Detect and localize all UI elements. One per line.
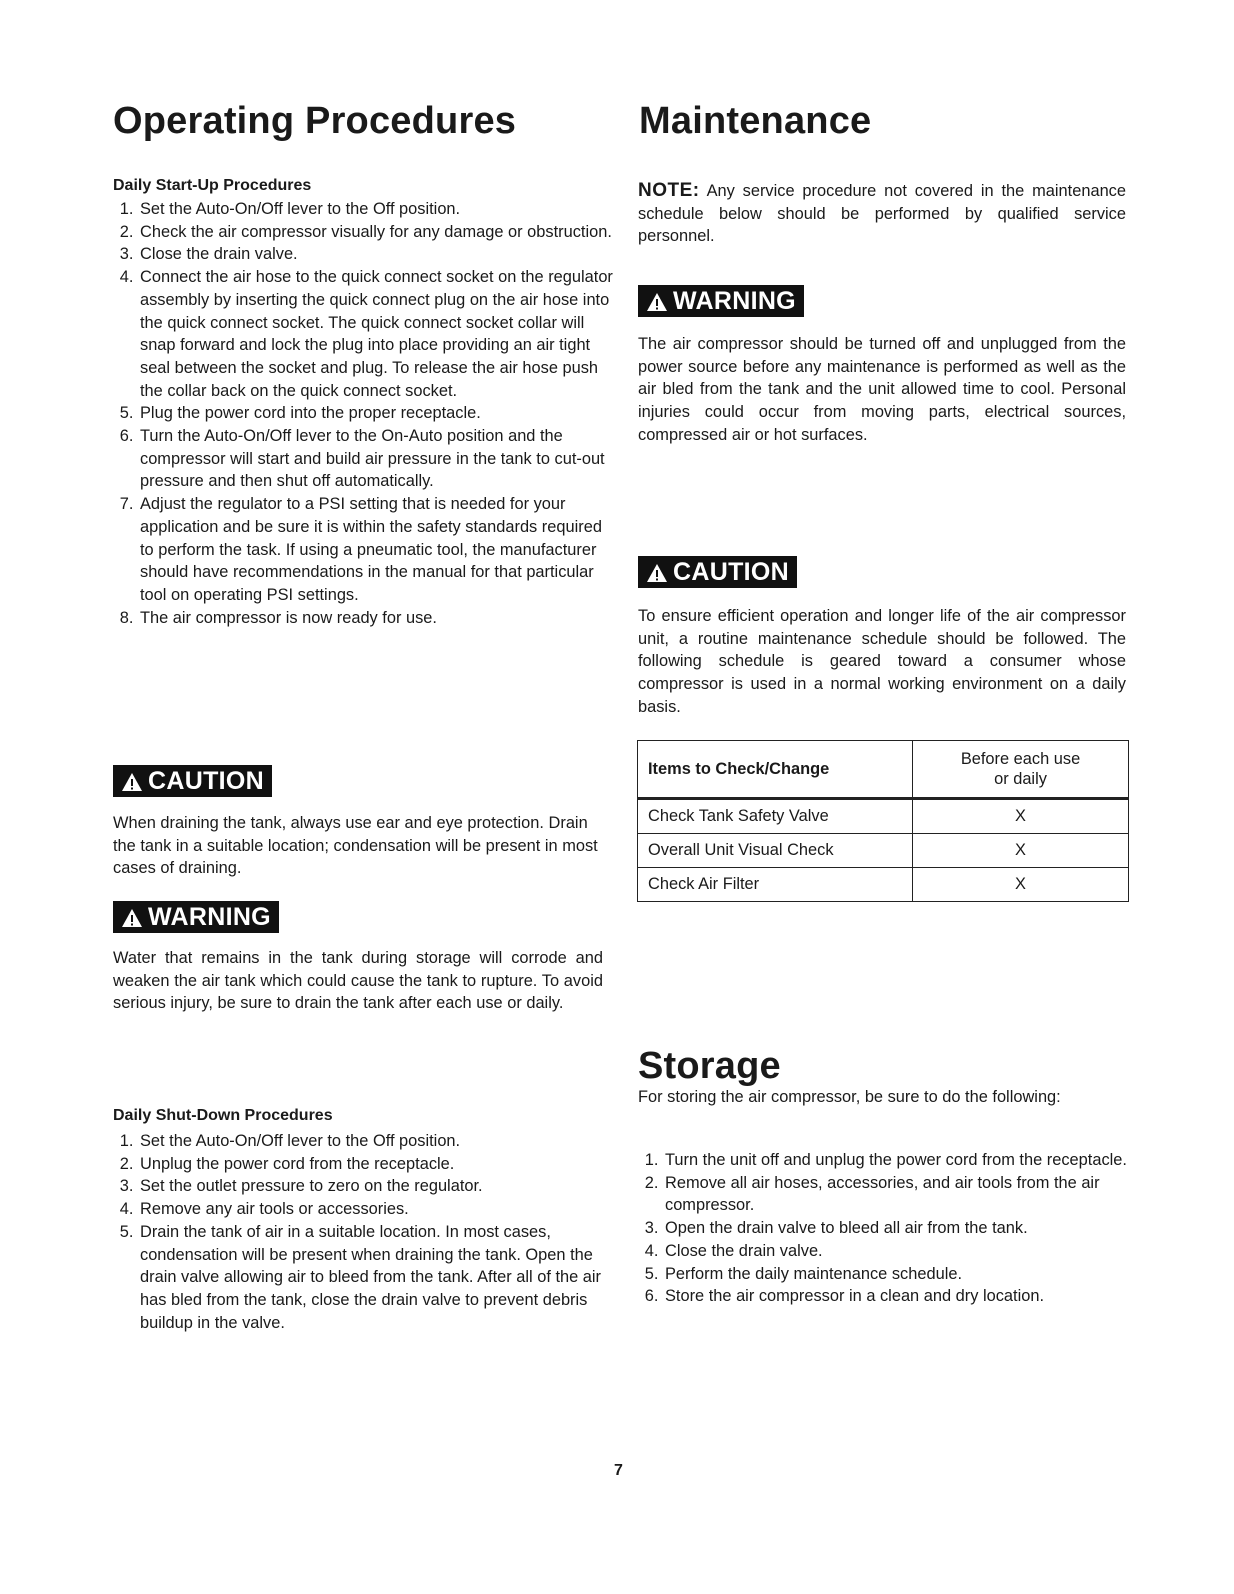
list-item: 2. Unplug the power cord from the receptacle. [138, 1153, 620, 1176]
maintenance-caution-badge [638, 556, 797, 588]
list-item: 6. Store the air compressor in a clean and dry location. [663, 1285, 1141, 1308]
storage-list [638, 1149, 1141, 1308]
list-item: 2. Check the air compressor visually for any damage or obstruction. [138, 221, 620, 244]
shutdown-heading: Daily Shut-Down Procedures [113, 1107, 333, 1124]
list-item: 8. The air compressor is now ready for use. [138, 607, 620, 630]
caution-badge [113, 765, 272, 797]
maintenance-schedule-table [637, 740, 1129, 902]
warning-triangle-icon [646, 292, 668, 312]
table-header-row [638, 741, 1129, 799]
storage-intro: For storing the air compressor, be sure to do the following: [638, 1088, 1061, 1106]
operating-procedures-title: Operating Procedures [113, 100, 517, 142]
list-item: 3. Open the drain valve to bleed all air from the tank. [663, 1217, 1141, 1240]
table-cell-item: Overall Unit Visual Check [638, 834, 913, 868]
column-header-frequency [913, 741, 1129, 799]
list-item: 6. Turn the Auto-On/Off lever to the On-Auto position and the compressor will start and build air pressure in the tank to cut-out pressure and then shut off automatically. [138, 425, 620, 493]
list-item: 4. Connect the air hose to the quick connect socket on the regulator assembly by inserting the quick connect plug on the air hose into the quick connect socket. The quick connect socket collar will snap forward and lock the plug into place providing an air tight seal between the socket and plug. To release the air hose push the collar back on the quick connect socket. [138, 266, 620, 402]
warning-triangle-icon [121, 908, 143, 928]
storage-title: Storage [638, 1045, 781, 1087]
warning-label: WARNING [673, 287, 796, 315]
shutdown-list [113, 1130, 620, 1334]
table-cell-item: Check Tank Safety Valve [638, 799, 913, 834]
table-cell-mark: X [913, 868, 1129, 902]
list-item: 1. Turn the unit off and unplug the power cord from the receptacle. [663, 1149, 1141, 1172]
caution-label: CAUTION [673, 558, 789, 586]
note-label: NOTE: [638, 180, 700, 201]
startup-list [113, 198, 620, 629]
warning-badge [113, 901, 279, 933]
startup-heading: Daily Start-Up Procedures [113, 177, 312, 194]
maintenance-caution-text: To ensure efficient operation and longer life of the air compressor unit, a routine maintenance schedule should be followed. The following schedule is geared toward a consumer whose compressor is used in a normal working environment on a daily basis. [638, 607, 1126, 716]
table-row [638, 799, 1129, 834]
page-number: 7 [614, 1462, 623, 1479]
list-item: 5. Plug the power cord into the proper receptacle. [138, 402, 620, 425]
table-cell-mark: X [913, 834, 1129, 868]
list-item: 5. Drain the tank of air in a suitable location. In most cases, condensation will be present when draining the tank. Open the drain valve allowing air to bleed from the tank. After all of the air has bled from the tank, close the drain valve to prevent debris buildup in the valve. [138, 1221, 620, 1335]
warning-triangle-icon [121, 772, 143, 792]
table-cell-item: Check Air Filter [638, 868, 913, 902]
table-cell-mark: X [913, 799, 1129, 834]
list-item: 3. Close the drain valve. [138, 243, 620, 266]
list-item: 2. Remove all air hoses, accessories, and air tools from the air compressor. [663, 1172, 1141, 1217]
warning-text: Water that remains in the tank during storage will corrode and weaken the air tank which could cause the tank to rupture. To avoid serious injury, be sure to drain the tank after each use or daily. [113, 949, 603, 1013]
list-item: 1. Set the Auto-On/Off lever to the Off position. [138, 1130, 620, 1153]
list-item: 5. Perform the daily maintenance schedule. [663, 1263, 1141, 1286]
maintenance-title: Maintenance [639, 100, 872, 142]
frequency-line-1: Before each use [960, 750, 1081, 768]
warning-triangle-icon [646, 563, 668, 583]
list-item: 3. Set the outlet pressure to zero on the regulator. [138, 1175, 620, 1198]
caution-text: When draining the tank, always use ear and eye protection. Drain the tank in a suitable location; condensation will be present in most cases of draining. [113, 814, 598, 878]
table-row [638, 834, 1129, 868]
list-item: 4. Close the drain valve. [663, 1240, 1141, 1263]
maintenance-warning-badge [638, 285, 804, 317]
note-text: Any service procedure not covered in the maintenance schedule below should be performed by qualified service personnel. [638, 182, 1126, 246]
frequency-line-2: or daily [994, 770, 1047, 788]
maintenance-warning-text: The air compressor should be turned off and unplugged from the power source before any maintenance is performed as well as the air bled from the tank and the unit allowed time to cool. Personal injuries could occur from moving parts, electrical sources, compressed air or hot surfaces. [638, 335, 1126, 444]
table-row [638, 868, 1129, 902]
list-item: 4. Remove any air tools or accessories. [138, 1198, 620, 1221]
warning-label: WARNING [148, 903, 271, 931]
maintenance-note [638, 180, 1126, 248]
list-item: 1. Set the Auto-On/Off lever to the Off position. [138, 198, 620, 221]
column-header-items: Items to Check/Change [638, 741, 913, 799]
caution-label: CAUTION [148, 767, 264, 795]
list-item: 7. Adjust the regulator to a PSI setting that is needed for your application and be sure it is within the safety standards required to perform the task. If using a pneumatic tool, the manufacturer should have recommendations in the manual for that particular tool on operating PSI settings. [138, 493, 620, 607]
